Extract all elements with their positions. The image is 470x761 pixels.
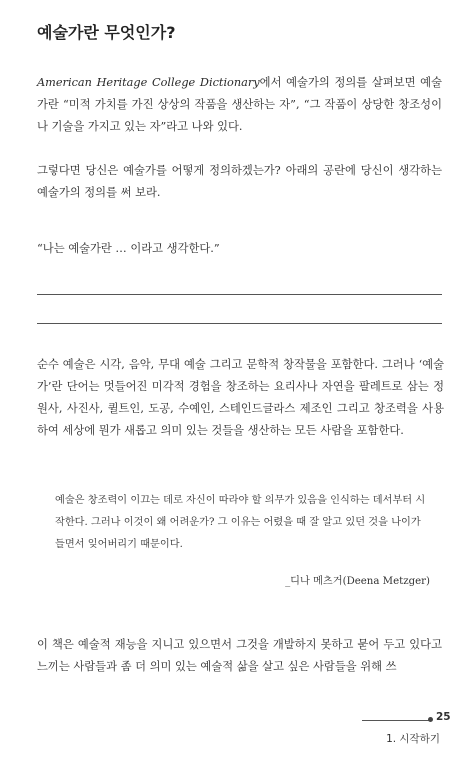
footer-dot xyxy=(428,717,433,722)
page-number: 25 xyxy=(436,711,451,723)
epigraph-quote: 예술은 창조력이 이끄는 데로 자신이 따라야 할 의무가 있음을 인식하는 데서부터 시작한다. 그러나 이것이 왜 어려운가? 그 이유는 어렸을 때 잘 알고 있던 것을 나이가 들면서 잊어버리기 때문이다. xyxy=(55,495,426,550)
quote-prompt: “나는 예술가란 … 이라고 생각한다.” xyxy=(37,242,220,255)
answer-line-2 xyxy=(37,323,442,324)
section-heading: 예술가란 무엇인가? xyxy=(37,23,176,42)
paragraph-definition-text: 에서 예술가의 정의를 살펴보면 예술가란 “미적 가치를 가진 상상의 작품을 생산하는 자”, “그 작품이 상당한 창조성이나 기술을 가지고 있는 자”라고 나와 있다. xyxy=(37,76,442,133)
footer-rule xyxy=(362,720,430,721)
paragraph-fine-art: 순수 예술은 시각, 음악, 무대 예술 그리고 문학적 창작물을 포함한다. 그러나 ‘예술가’란 단어는 멋들어진 미각적 경험을 창조하는 요리사나 자연을 팔레트로 삼는 정원사, 사진사, 퀼트인, 도공, 수예인, 스테인드글라스 제조인 그리고 창조력을 사용하여 세상에 뭔가 새롭고 의미 있는 것들을 생산하는 모든 사람을 포함한다. xyxy=(37,358,444,437)
paragraph-question: 그렇다면 당신은 예술가를 어떻게 정의하겠는가? 아래의 공란에 당신이 생각하는 예술가의 정의를 써 보라. xyxy=(37,164,442,199)
answer-line-1 xyxy=(37,294,442,295)
chapter-label: 1. 시작하기 xyxy=(386,733,440,745)
dictionary-title: American Heritage College Dictionary xyxy=(37,76,260,89)
quote-attribution: _디나 메츠거(Deena Metzger) xyxy=(285,576,430,587)
paragraph-definition xyxy=(37,72,442,138)
paragraph-book-purpose: 이 책은 예술적 재능을 지니고 있으면서 그것을 개발하지 못하고 묻어 두고 있다고 느끼는 사람들과 좀 더 의미 있는 예술적 삶을 살고 싶은 사람들을 위해 쓰 xyxy=(37,638,442,673)
